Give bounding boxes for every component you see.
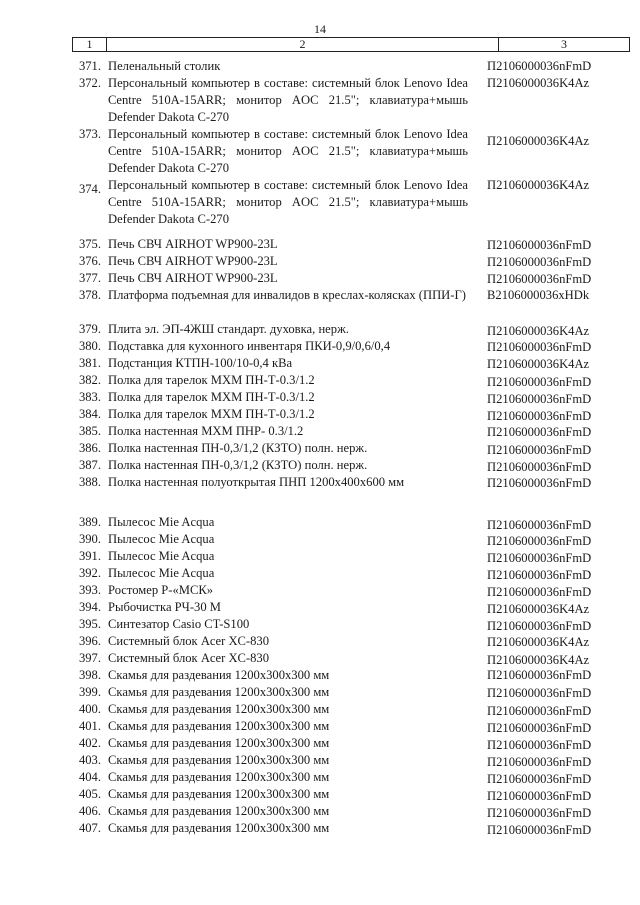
- table-row: [0, 650, 640, 667]
- row-number: 402.: [78, 736, 101, 750]
- item-name: Рыбочистка РЧ-30 М: [108, 600, 221, 614]
- row-number: 372.: [78, 76, 101, 90]
- item-name: Скамья для раздевания 1200х300х300 мм: [108, 787, 330, 801]
- table-row: [0, 236, 640, 253]
- row-number: 384.: [78, 407, 101, 421]
- inventory-code: П2106000036K4Az: [487, 324, 590, 338]
- inventory-code: П2106000036nFmD: [487, 255, 592, 269]
- item-name: Скамья для раздевания 1200х300х300 мм: [108, 804, 330, 818]
- item-name: Плита эл. ЭП-4ЖШ стандарт. духовка, нерж.: [108, 322, 349, 336]
- table-row: [0, 514, 640, 531]
- row-number: 378.: [78, 288, 101, 302]
- table-row: [0, 457, 640, 474]
- table-row: [0, 58, 640, 75]
- inventory-code: П2106000036nFmD: [487, 534, 592, 548]
- table-row: [0, 474, 640, 514]
- table-row: [0, 406, 640, 423]
- row-number: 395.: [78, 617, 101, 631]
- row-number: 373.: [78, 127, 101, 141]
- item-name: Скамья для раздевания 1200х300х300 мм: [108, 753, 330, 767]
- item-name: Печь СВЧ AIRHOT WP900-23L: [108, 271, 278, 285]
- table-row: [0, 423, 640, 440]
- inventory-code: П2106000036nFmD: [487, 686, 592, 700]
- item-name: Подставка для кухонного инвентаря ПКИ-0,9/0,6/0,4: [108, 339, 391, 353]
- item-name: Синтезатор Casio CT-S100: [108, 617, 250, 631]
- row-number: 406.: [78, 804, 101, 818]
- inventory-code: П2106000036nFmD: [487, 443, 592, 457]
- inventory-code: П2106000036K4Az: [487, 178, 590, 192]
- item-name: Персональный компьютер в составе: системный блок Lenovo Idea Centre 510A-15ARR; монитор AOC 21.5"; клавиатура+мышь Defender Dakota C-270: [108, 178, 468, 226]
- row-number: 392.: [78, 566, 101, 580]
- inventory-code: П2106000036nFmD: [487, 425, 592, 439]
- row-number: 404.: [78, 770, 101, 784]
- inventory-code: П2106000036nFmD: [487, 721, 592, 735]
- table-row: [0, 616, 640, 633]
- item-name: Скамья для раздевания 1200х300х300 мм: [108, 668, 330, 682]
- table-row: [0, 633, 640, 650]
- row-number: 396.: [78, 634, 101, 648]
- table-row: [0, 440, 640, 457]
- inventory-code: П2106000036nFmD: [487, 409, 592, 423]
- table-row: [0, 389, 640, 406]
- inventory-code: В2106000036xHDk: [487, 288, 590, 302]
- row-number: 386.: [78, 441, 101, 455]
- item-name: Подстанция КТПН-100/10-0,4 кВа: [108, 356, 293, 370]
- inventory-code: П2106000036nFmD: [487, 272, 592, 286]
- inventory-code: П2106000036K4Az: [487, 602, 590, 616]
- item-name: Печь СВЧ AIRHOT WP900-23L: [108, 237, 278, 251]
- table-row: [0, 599, 640, 616]
- table-header: [72, 37, 630, 52]
- table-row: [0, 769, 640, 786]
- table-row: [0, 752, 640, 769]
- row-number: 401.: [78, 719, 101, 733]
- item-name: Ростомер Р-«МСК»: [108, 583, 214, 597]
- column-header-2: 2: [107, 38, 499, 51]
- inventory-code: П2106000036nFmD: [487, 568, 592, 582]
- table-row: [0, 75, 640, 126]
- item-name: Системный блок Acer XC-830: [108, 651, 270, 665]
- inventory-code: П2106000036nFmD: [487, 789, 592, 803]
- row-number: 383.: [78, 390, 101, 404]
- item-name: Скамья для раздевания 1200х300х300 мм: [108, 770, 330, 784]
- item-name: Пылесос Mie Acqua: [108, 549, 215, 563]
- inventory-code: П2106000036nFmD: [487, 585, 592, 599]
- table-row: [0, 177, 640, 236]
- row-number: 394.: [78, 600, 101, 614]
- inventory-code: П2106000036nFmD: [487, 668, 592, 682]
- row-number: 371.: [78, 59, 101, 73]
- inventory-code: П2106000036nFmD: [487, 619, 592, 633]
- inventory-code: П2106000036nFmD: [487, 375, 592, 389]
- inventory-code: П2106000036K4Az: [487, 134, 590, 148]
- inventory-code: П2106000036nFmD: [487, 755, 592, 769]
- inventory-code: П2106000036K4Az: [487, 653, 590, 667]
- item-name: Скамья для раздевания 1200х300х300 мм: [108, 685, 330, 699]
- item-name: Пылесос Mie Acqua: [108, 532, 215, 546]
- table-row: [0, 786, 640, 803]
- item-name: Пылесос Mie Acqua: [108, 515, 215, 529]
- row-number: 388.: [78, 475, 101, 489]
- inventory-code: П2106000036nFmD: [487, 551, 592, 565]
- column-header-3: 3: [561, 37, 567, 51]
- table-row: [0, 565, 640, 582]
- row-number: 379.: [78, 322, 101, 336]
- row-number: 407.: [78, 821, 101, 835]
- table-row: [0, 582, 640, 599]
- row-number: 405.: [78, 787, 101, 801]
- row-number: 393.: [78, 583, 101, 597]
- table-row: [0, 548, 640, 565]
- inventory-code: П2106000036nFmD: [487, 823, 592, 837]
- inventory-code: П2106000036nFmD: [487, 704, 592, 718]
- item-name: Персональный компьютер в составе: системный блок Lenovo Idea Centre 510A-15ARR; монитор AOC 21.5"; клавиатура+мышь Defender Dakota C-270: [108, 76, 468, 124]
- inventory-code: П2106000036nFmD: [487, 518, 592, 532]
- row-number: 403.: [78, 753, 101, 767]
- column-header-1: 1: [73, 38, 107, 51]
- item-name: Печь СВЧ AIRHOT WP900-23L: [108, 254, 278, 268]
- table-row: [0, 531, 640, 548]
- item-name: Системный блок Acer XC-830: [108, 634, 270, 648]
- inventory-code: П2106000036K4Az: [487, 635, 590, 649]
- table-row: [0, 253, 640, 270]
- row-number: 385.: [78, 424, 101, 438]
- inventory-code: П2106000036nFmD: [487, 476, 592, 490]
- table-row: [0, 338, 640, 355]
- inventory-code: П2106000036nFmD: [487, 392, 592, 406]
- item-name: Персональный компьютер в составе: системный блок Lenovo Idea Centre 510A-15ARR; монитор AOC 21.5"; клавиатура+мышь Defender Dakota C-270: [108, 127, 468, 175]
- row-number: 391.: [78, 549, 101, 563]
- item-name: Скамья для раздевания 1200х300х300 мм: [108, 821, 330, 835]
- table-row: [0, 287, 640, 321]
- row-number: 376.: [78, 254, 101, 268]
- inventory-code: П2106000036nFmD: [487, 59, 592, 73]
- table-row: [0, 355, 640, 372]
- item-name: Скамья для раздевания 1200х300х300 мм: [108, 736, 330, 750]
- item-name: Полка настенная ПН-0,3/1,2 (КЗТО) полн. нерж.: [108, 441, 368, 455]
- item-name: Полка настенная МХМ ПНР- 0.3/1.2: [108, 424, 304, 438]
- table-row: [0, 126, 640, 177]
- table-row: [0, 803, 640, 820]
- row-number: 400.: [78, 702, 101, 716]
- page-number: 14: [314, 22, 326, 36]
- row-number: 382.: [78, 373, 101, 387]
- row-number: 380.: [78, 339, 101, 353]
- item-name: Полка настенная ПН-0,3/1,2 (КЗТО) полн. нерж.: [108, 458, 368, 472]
- table-row: [0, 820, 640, 837]
- item-name: Скамья для раздевания 1200х300х300 мм: [108, 702, 330, 716]
- table-row: [0, 718, 640, 735]
- inventory-code: П2106000036nFmD: [487, 738, 592, 752]
- table-row: [0, 270, 640, 287]
- row-number: 398.: [78, 668, 101, 682]
- item-name: Полка для тарелок МХМ ПН-Т-0.3/1.2: [108, 373, 315, 387]
- row-number: 389.: [78, 515, 101, 529]
- row-number: 377.: [78, 271, 101, 285]
- table-row: [0, 667, 640, 684]
- item-name: Платформа подъемная для инвалидов в креслах-колясках (ППИ-Г): [108, 288, 466, 302]
- table-row: [0, 701, 640, 718]
- inventory-code: П2106000036nFmD: [487, 460, 592, 474]
- inventory-code: П2106000036nFmD: [487, 806, 592, 820]
- item-name: Полка настенная полуоткрытая ПНП 1200х400х600 мм: [108, 475, 405, 489]
- table-row: [0, 735, 640, 752]
- row-number: 381.: [78, 356, 101, 370]
- inventory-code: П2106000036K4Az: [487, 357, 590, 371]
- item-name: Полка для тарелок МХМ ПН-Т-0.3/1.2: [108, 390, 315, 404]
- table-row: [0, 372, 640, 389]
- row-number: 374.: [78, 182, 101, 196]
- table-row: [0, 321, 640, 338]
- inventory-code: П2106000036nFmD: [487, 772, 592, 786]
- item-name: Полка для тарелок МХМ ПН-Т-0.3/1.2: [108, 407, 315, 421]
- item-name: Скамья для раздевания 1200х300х300 мм: [108, 719, 330, 733]
- table-row: [0, 684, 640, 701]
- inventory-list: [0, 58, 640, 837]
- row-number: 390.: [78, 532, 101, 546]
- inventory-code: П2106000036nFmD: [487, 238, 592, 252]
- inventory-code: П2106000036nFmD: [487, 340, 592, 354]
- item-name: Пылесос Mie Acqua: [108, 566, 215, 580]
- inventory-code: П2106000036K4Az: [487, 76, 590, 90]
- row-number: 399.: [78, 685, 101, 699]
- row-number: 387.: [78, 458, 101, 472]
- item-name: Пеленальный столик: [108, 59, 221, 73]
- row-number: 397.: [78, 651, 101, 665]
- row-number: 375.: [78, 237, 101, 251]
